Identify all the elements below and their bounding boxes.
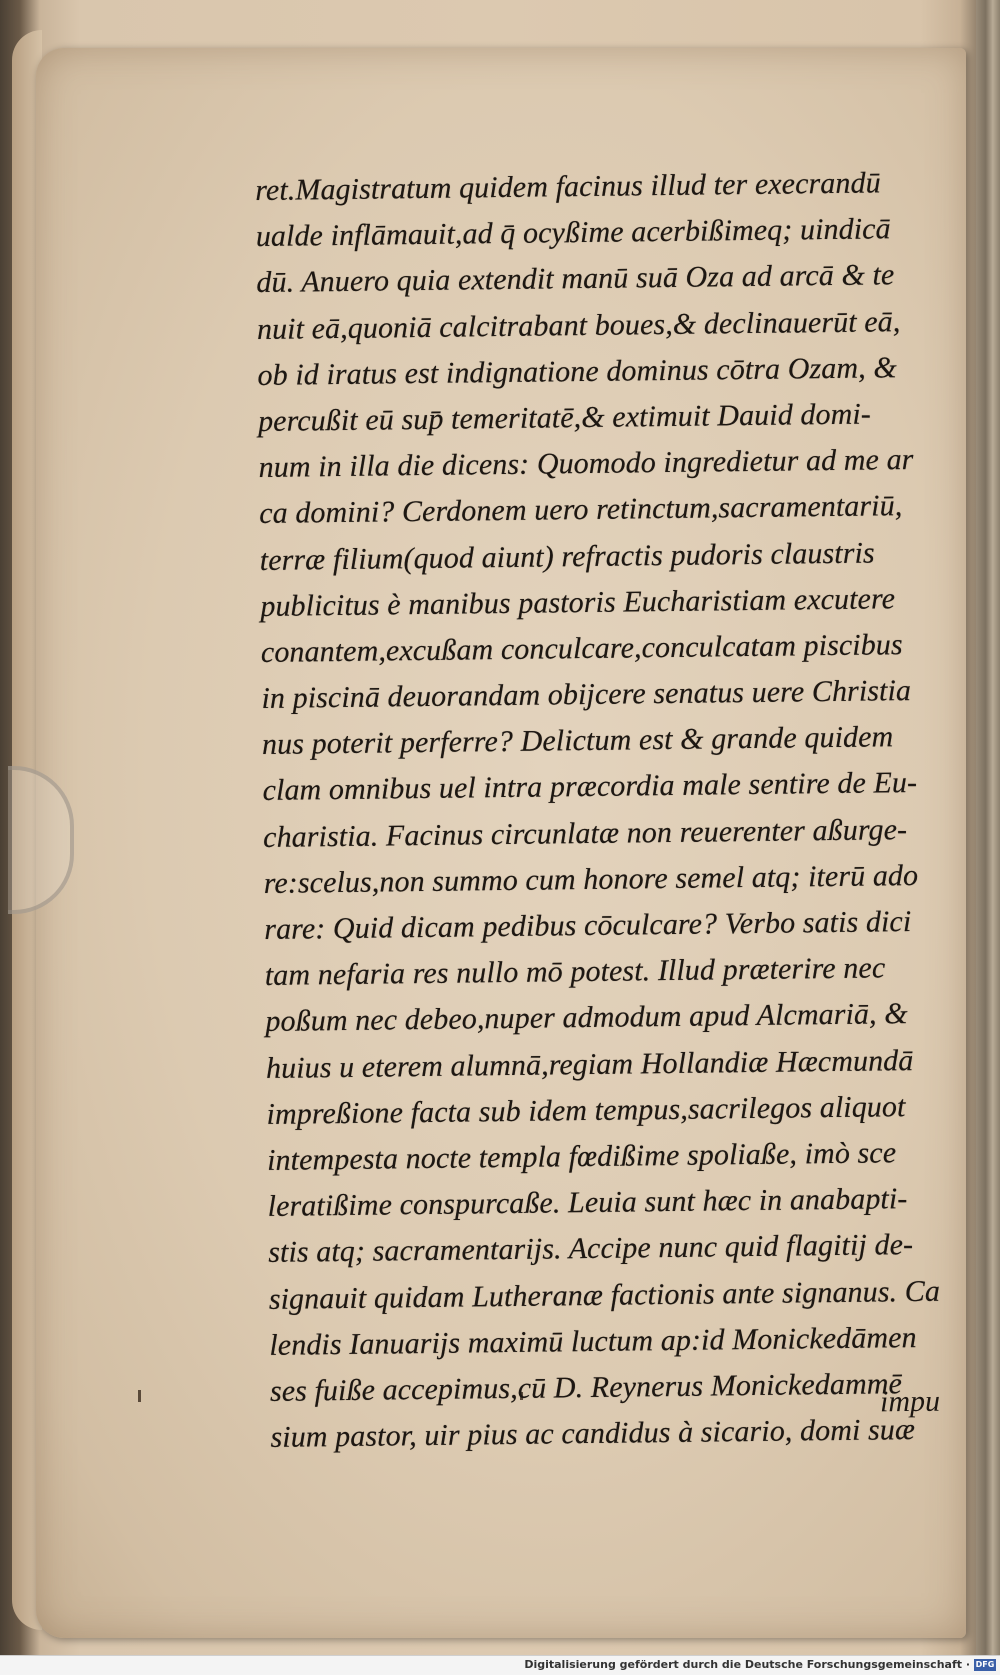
text-line: sium pastor, uir pius ac candidus à sicario, domi suæ [270,1413,916,1454]
text-line: nus poterit perferre? Delictum est & grande quidem [261,720,894,762]
text-line: re:scelus,non summo cum honore semel atq; iterū ado [263,858,919,900]
text-line: clam omnibus uel intra præcordia male sentire de Eu- [262,766,918,808]
footer-bar [0,1655,1000,1675]
text-line: signauit quidam Lutheranæ factionis ante signanus. Ca [268,1274,941,1316]
text-line: dū. Anuero quia extendit manū suā Oza ad arcā & te [256,258,895,300]
page-mark [138,1390,141,1402]
text-line: ob id iratus est indignatione dominus cōtra Ozam, & [257,350,897,392]
text-line: tam nefaria res nullo mō potest. Illud præterire nec [264,951,886,993]
binding-strip [976,0,1000,1656]
text-line: poßum nec debeo,nuper admodum apud Alcmariā, & [265,997,908,1039]
text-line: conantem,excußam conculcare,conculcatam piscibus [260,627,903,669]
text-line: percußit eū sup̄ temeritatē,& extimuit Dauid domi- [257,397,872,438]
text-line: ret.Magistratum quidem facinus illud ter execrandū [255,166,881,207]
text-line: impreßione facta sub idem tempus,sacrilegos aliquot [266,1089,906,1131]
text-line: huius u eterem alumnā,regiam Hollandiæ Hæcmundā [265,1043,914,1085]
text-line: leratißime conspurcaße. Leuia sunt hæc in anabapti- [267,1182,908,1224]
text-line: rare: Quid dicam pedibus cōculcare? Verbo satis dici [264,905,912,946]
text-line: lendis Ianuarijs maximū luctum ap:id Monickedāmen [269,1320,917,1362]
text-line: stis atq; sacramentarijs. Accipe nunc quid flagitij de- [268,1228,914,1270]
text-line: intempesta nocte templa fœdißime spoliaße, imò sce [266,1136,897,1177]
text-line: ualde inflāmauit,ad q̄ ocyßime acerbißimeq; uindicā [255,212,891,254]
dfg-logo: DFG [975,1660,995,1669]
text-line: ca domini? Cerdonem uero retinctum,sacramentariū, [259,489,903,531]
footer-credit: Digitalisierung gefördert durch die Deutsche Forschungsgemeinschaft · [524,1658,970,1671]
text-line: nuit eā,quoniā calcitrabant boues,& declinauerūt eā, [256,304,901,346]
text-line: terræ filium(quod aiunt) refractis pudoris claustris [259,535,875,577]
text-line: in piscinā deuorandam obijcere senatus uere Christia [261,674,912,716]
catchword: impu [879,1384,941,1419]
text-line: publicitus è manibus pastoris Eucharistiam excutere [260,581,896,623]
page-text [255,159,971,1461]
text-line: ses fuiße accepimus,cū D. Reynerus Monickedammē [269,1367,903,1408]
text-line: num in illa die dicens: Quomodo ingredietur ad me ar [258,443,914,485]
text-line: charistia. Facinus circunlatæ non reuerenter aßurge- [262,812,908,854]
